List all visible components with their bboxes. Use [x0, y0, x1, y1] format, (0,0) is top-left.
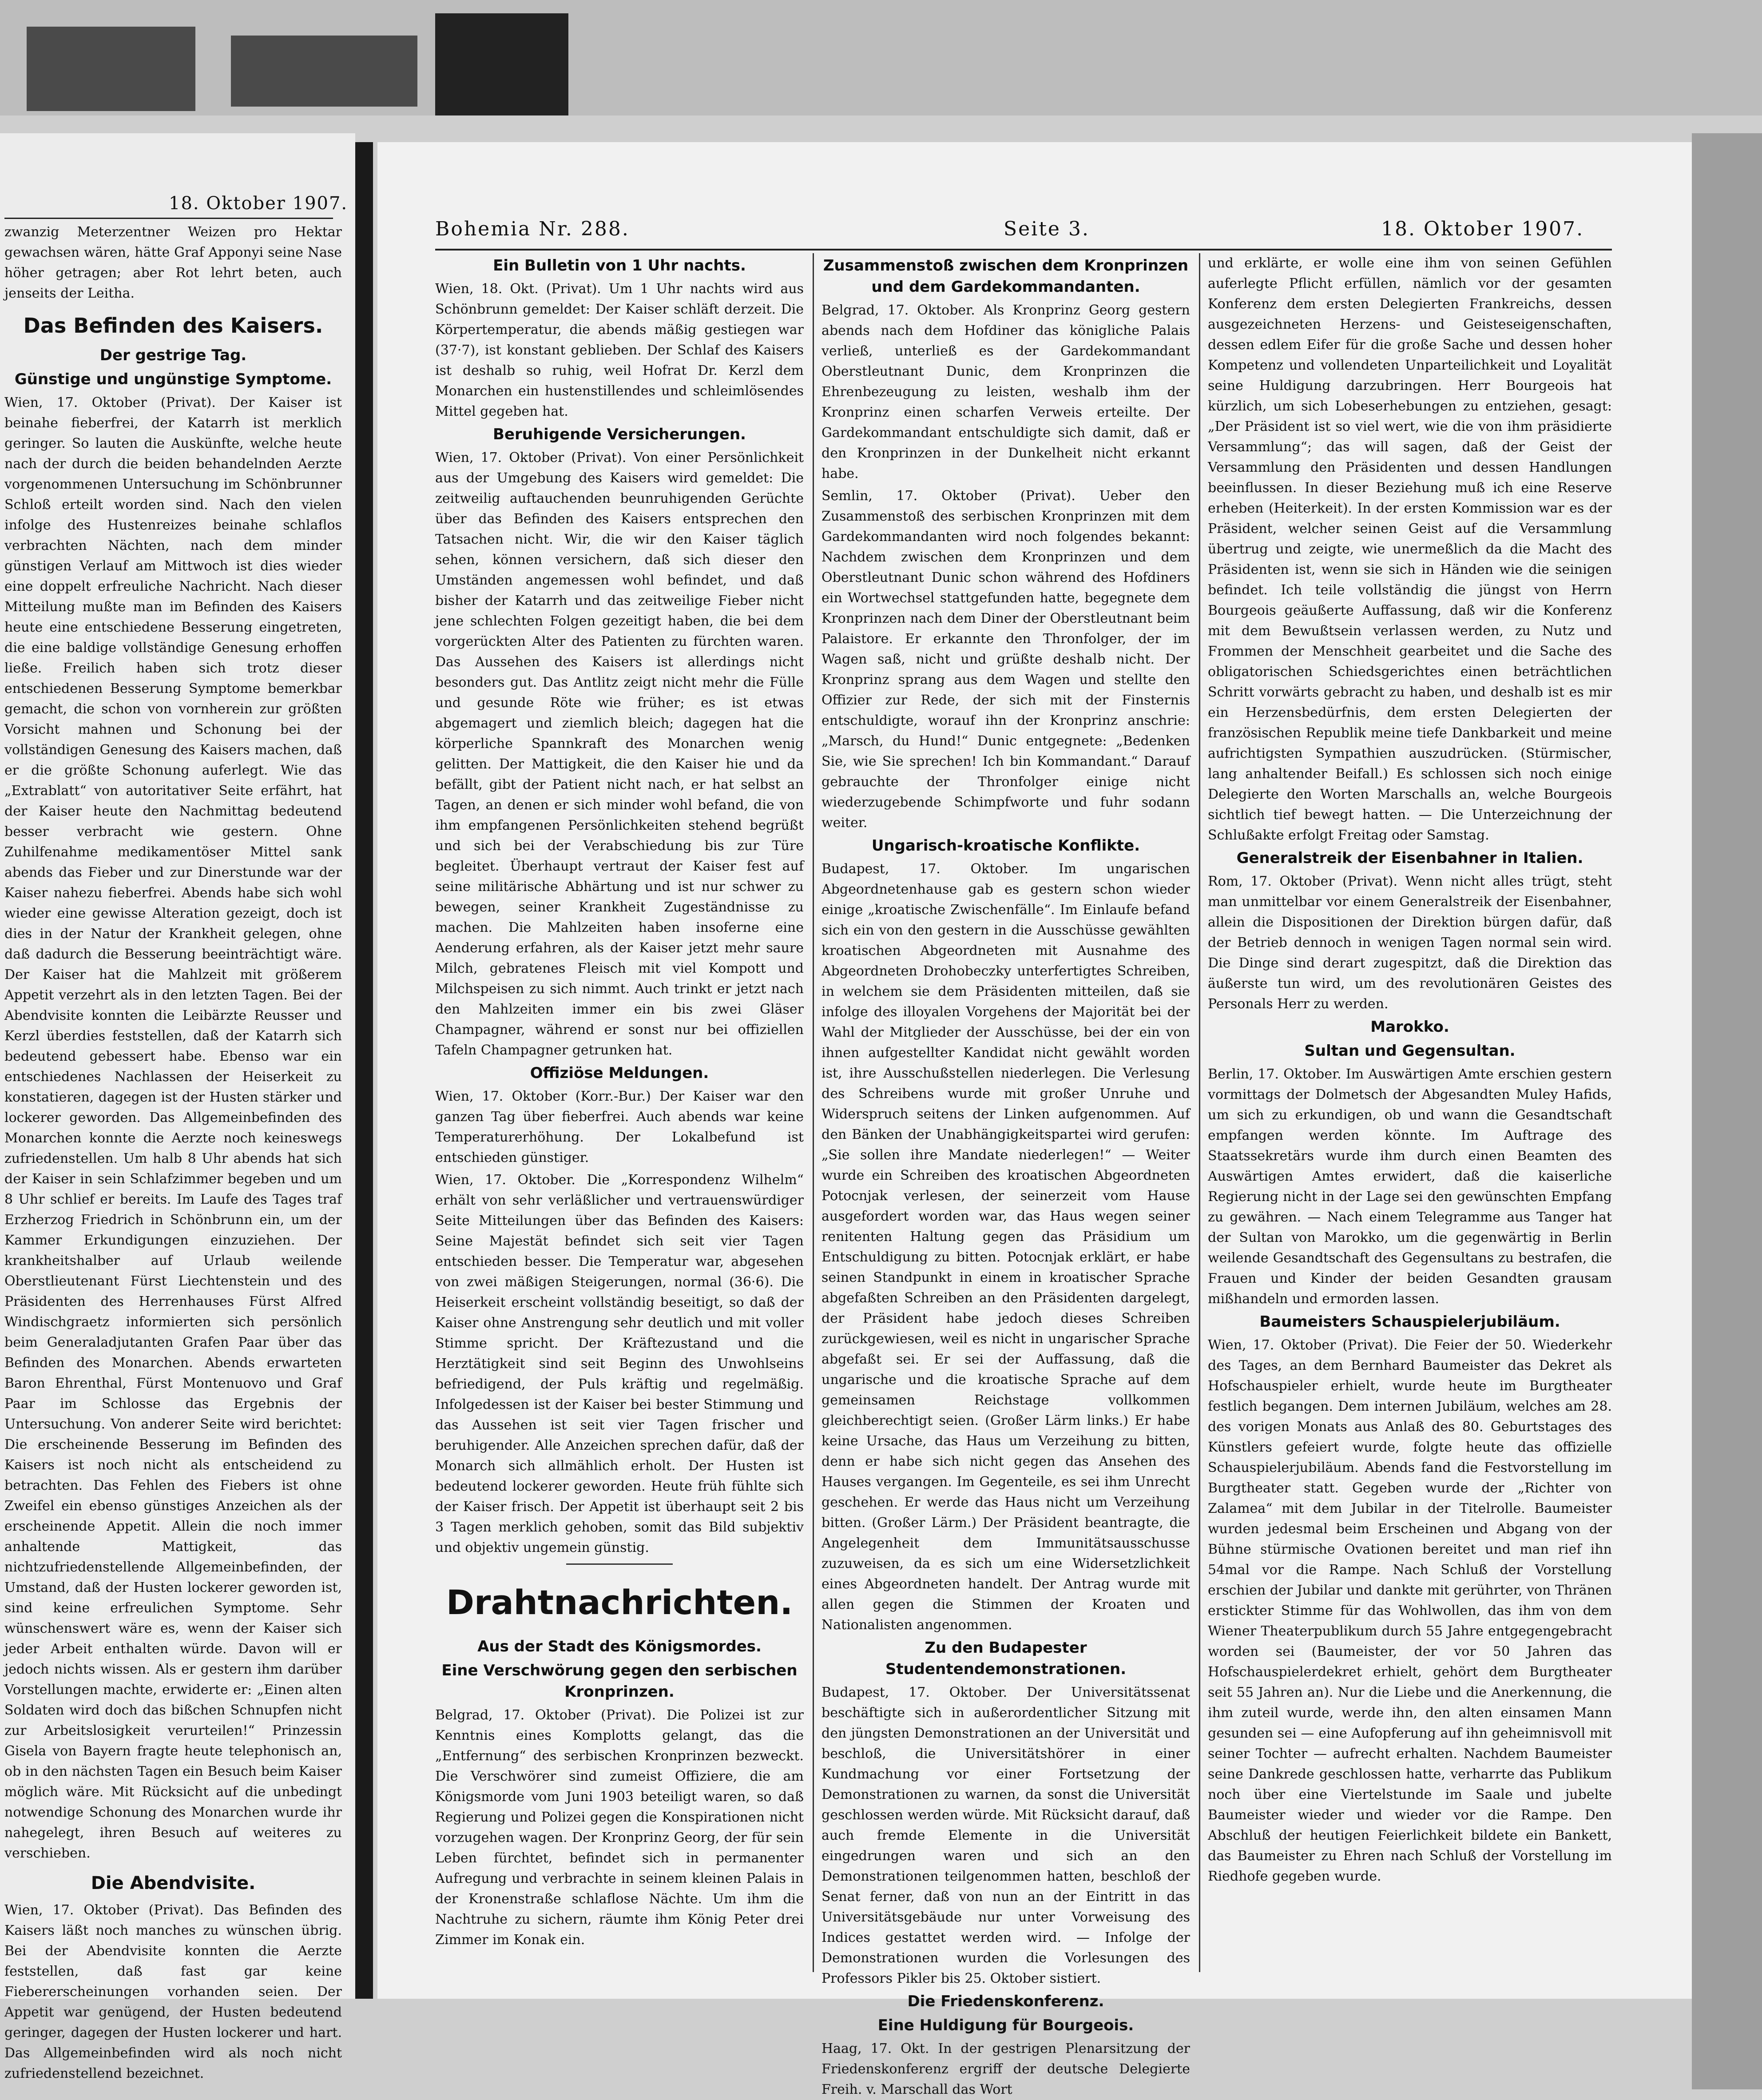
- left-section-body: Wien, 17. Oktober (Privat). Das Befinden des Kaisers läßt noch manches zu wünschen übrig. Bei der Abendvisite konnten die Aerzte feststellen, daß fast gar keine Fiebererscheinungen vorhanden seien. Der Appetit war genügend, der Husten bedeutend geringer, dagegen der Husten lockerer und hart. Das Allgemeinbefinden wird als noch nicht zufriedenstellend bezeichnet.: [4, 1902, 342, 2081]
- right-page-edge: [1692, 133, 1762, 2089]
- column-rule: [1199, 253, 1200, 1972]
- column-2: [821, 253, 1190, 2097]
- left-page-date: 18. Oktober 1907.: [169, 193, 348, 214]
- article-heading-konflikte: Ungarisch-kroatische Konflikte.: [871, 837, 1140, 855]
- left-intro-text: zwanzig Meterzentner Weizen pro Hektar gewachsen wären, hätte Graf Apponyi seine Nase höher getragen; aber Rot lehrt beten, auch jenseits der Leitha.: [4, 224, 342, 301]
- left-title: Das Befinden des Kaisers.: [23, 314, 323, 338]
- page-number: Seite 3.: [1004, 218, 1090, 240]
- book-spine: [355, 142, 373, 1999]
- article-subheading-huldigung: Eine Huldigung für Bourgeois.: [877, 2016, 1134, 2034]
- article-bulletin: Wien, 18. Okt. (Privat). Um 1 Uhr nachts wird aus Schönbrunn gemeldet: Der Kaiser schläft derzeit. Die Körpertemperatur, die abends mäßig gestiegen war (37·7), ist konstant geblieben. Der Schlaf des Kaisers ist deshalb so ruhig, weil Hofrat Dr. Kerzl dem Monarchen ein hustenstillendes und schleimlösendes Mittel gegeben hat.: [435, 281, 804, 419]
- article-heading-versicherungen: Beruhigende Versicherungen.: [493, 426, 746, 443]
- article-zusammenstoss-1: Belgrad, 17. Oktober. Als Kronprinz Georg gestern abends nach dem Hofdiner das königliche Palais verließ, unterließ es der Gardekommandant Oberstleutnant Dunic, dem Kronprinzen die Ehrenbezeugung zu leisten, weshalb ihm der Kronprinz einen scharfen Verweis erteilte. Der Gardekommandant entschuldigte sich damit, daß er den Kronprinzen in der Dunkelheit nicht erkannt habe.: [821, 302, 1190, 481]
- page-header: [435, 218, 1612, 244]
- article-heading-marokko: Marokko.: [1370, 1018, 1449, 1036]
- article-marokko: Berlin, 17. Oktober. Im Auswärtigen Amte erschien gestern vormittags der Dolmetsch der Abgesandten Muley Hafids, um sich zu erkundigen, ob und wann die Gesandtschaft empfangen werden könnte. Im Auftrage des Staatssekretärs wurde ihm durch einen Beamten des Auswärtigen Amtes erwidert, daß die kaiserliche Regierung nicht in der Lage sei den gewünschten Empfang zu gewähren. — Nach einem Telegramme aus Tanger hat der Sultan von Marokko, um die gegenwärtig in Berlin weilende Gesandtschaft des Gegensultans zu bestrafen, die Frauen und Kinder der beiden Gesandten grausam mißhandeln und ermorden lassen.: [1208, 1066, 1612, 1307]
- scan-blot: [27, 27, 195, 111]
- left-header-rule: [4, 218, 333, 219]
- header-rule: [435, 249, 1612, 251]
- column-rule: [813, 253, 814, 1972]
- article-versicherungen: Wien, 17. Oktober (Privat). Von einer Persönlichkeit aus der Umgebung des Kaisers wird gemeldet: Die zeitweilig auftauchenden beunruhigenden Gerüchte über das Befinden des Kaisers entsprechen den Tatsachen nicht. Wir, die wir den Kaiser täglich sehen, können versichern, daß sich dieser den Umständen angemessen wohl befindet, und daß bisher der Katarrh und das zeitweilige Fieber nicht jene schlechten Folgen gezeitigt haben, die bei dem vorgerückten Alter des Patienten zu fürchten waren. Das Aussehen des Kaisers ist allerdings nicht besonders gut. Das Antlitz zeigt nicht mehr die Fülle und gesunde Röte wie früher; es ist etwas abgemagert und ziemlich bleich; dagegen hat die körperliche Spannkraft des Monarchen wenig gelitten. Der Mattigkeit, die den Kaiser hie und da befällt, gibt der Patient nicht nach, er hat selbst an Tagen, an denen er sich minder wohl befand, die von ihm empfangenen Persönlichkeiten stehend begrüßt und sich bei der Verabschiedung bis zur Türe begleitet. Überhaupt vertraut der Kaiser fest auf seine militärische Abhärtung und ist nur schwer zu bewegen, seiner Krankheit Zugeständnisse zu machen. Die Mahlzeiten haben insoferne eine Aenderung erfahren, als der Kaiser jetzt mehr saure Milch, gebratenes Fleisch mit viel Kompott und Milchspeisen zu sich nimmt. Auch trinkt er jetzt nach den Mahlzeiten immer ein bis zwei Gläser Champagner, während er sonst nur bei offiziellen Tafeln Champagner getrunken hat.: [435, 450, 804, 1058]
- header-date: 18. Oktober 1907.: [1381, 218, 1584, 240]
- left-section-heading: Die Abendvisite.: [91, 1873, 256, 1893]
- column-1: [435, 253, 804, 1977]
- section-divider: [566, 1563, 673, 1565]
- right-page: [377, 142, 1692, 2097]
- scan-blot: [231, 36, 417, 107]
- article-heading-studenten: Zu den Budapester Studentendemonstrationen.: [885, 1639, 1127, 1678]
- article-subheading-verschwoerung: Eine Verschwörung gegen den serbischen Kronprinzen.: [441, 1662, 798, 1701]
- scan-blot: [435, 13, 568, 115]
- article-friedenskonferenz: Haag, 17. Okt. In der gestrigen Plenarsitzung der Friedenskonferenz ergriff der deutsche Delegierte Freih. v. Marschall das Wort: [821, 2041, 1190, 2097]
- left-page-column: [4, 222, 342, 2081]
- article-offizioese-1: Wien, 17. Oktober (Korr.-Bur.) Der Kaiser war den ganzen Tag über fieberfrei. Auch abends war keine Temperaturerhöhung. Der Lokalbefund ist entschieden günstiger.: [435, 1089, 804, 1165]
- article-friedenskonferenz-cont: und erklärte, er wolle eine ihm von seinen Gefühlen auferlegte Pflicht erfüllen, nämlich vor der gesamten Konferenz dem ersten Delegierten Frankreichs, dessen ausgezeichneten Herzens- und Geisteseigenschaften, dessen edlem Eifer für die große Sache und dessen hoher Kompetenz und vollendeten Unparteilichkeit und Loyalität seine Huldigung darzubringen. Herr Bourgeois hat kürzlich, um sich Lobeserhebungen zu entziehen, gesagt: „Der Präsident ist so viel wert, wie die von ihm präsidierte Versammlung“; das will sagen, daß der Geist der Versammlung den Präsidenten und dessen Handlungen beeinflussen. In dieser Beziehung muß ich eine Reserve erheben (Heiterkeit). In der ersten Kommission war es der Präsident, welcher seinen Geist auf die Versammlung übertrug und zeigte, wie unermeßlich da die Macht des Präsidenten ist, wenn sie sich in Händen wie die seinigen befindet. Ich teile vollständig die jüngst von Herrn Bourgeois geäußerte Auffassung, daß wir die Konferenz mit dem Bewußtsein verlassen werden, zu Nutz und Frommen der Menschheit gearbeitet und die Sache des obligatorischen Schiedsgerichtes einen beträchtlichen Schritt vorwärts gebracht zu haben, und deshalb ist es mir ein Herzensbedürfnis, dem ersten Delegierten der französischen Republik meine tiefe Dankbarkeit und meine aufrichtigsten Sympathien auszudrücken. (Stürmischer, lang anhaltender Beifall.) Es schlossen sich noch einige Delegierte den Worten Marschalls an, welche Bourgeois sichtlich tief bewegt hatten. — Die Unterzeichnung der Schlußakte erfolgt Freitag oder Samstag.: [1208, 255, 1612, 843]
- column-3: [1208, 253, 1612, 1977]
- article-baumeister: Wien, 17. Oktober (Privat). Die Feier der 50. Wiederkehr des Tages, an dem Bernhard Baumeister das Dekret als Hofschauspieler erhielt, wurde heute im Burgtheater festlich begangen. Dem internen Jubiläum, welches am 28. des vorigen Monats aus Anlaß des 80. Geburtstages des Künstlers gefeiert wurde, folgte heute das offizielle Schauspielerjubiläum. Abends fand die Festvorstellung im Burgtheater statt. Gegeben wurde der „Richter von Zalamea“ mit dem Jubilar in der Titelrolle. Baumeister wurden jedesmal beim Erscheinen und Abgang von der Bühne stürmische Ovationen bereitet und man rief ihn 54mal vor die Rampe. Nach Schluß der Vorstellung erschien der Jubilar und dankte mit gerührter, von Thränen erstickter Stimme für das Wohlwollen, das ihm von dem Wiener Theaterpublikum durch 55 Jahre entgegengebracht worden sei (Baumeister, der vor 50 Jahren das Hofschauspielerdekret erhielt, gehört dem Burgtheater seit 55 Jahren an). Nur die Liebe und die Anerkennung, die ihm zuteil wurde, werde ihn, den alten einsamen Mann gesunden sei — eine Aufopferung auf ihn geheimnisvoll mit seiner Tochter — aufrecht erhalten. Nachdem Baumeister seine Dankrede geschlossen hatte, verharrte das Publikum noch über eine Viertelstunde im Saale und jubelte Baumeister wieder und wieder vor die Rampe. Den Abschluß der heutigen Feierlichkeit bildete ein Bankett, das Baumeister zu Ehren nach Schluß der Vorstellung im Riedhofe gegeben wurde.: [1208, 1337, 1612, 1884]
- article-heading-friedenskonferenz: Die Friedenskonferenz.: [907, 1993, 1104, 2010]
- article-konflikte: Budapest, 17. Oktober. Im ungarischen Abgeordnetenhause gab es gestern schon wieder einige „kroatische Zwischenfälle“. Im Einlaufe befand sich ein von den gestern in die Ausschüsse gewählten kroatischen Abgeordneten mit Ausnahme des Abgeordneten Drohobeczky unterfertigtes Schreiben, in welchem sie dem Präsidenten mitteilen, daß sie infolge des illoyalen Vorgehens der Majorität bei der Wahl der Mitglieder der Ausschüsse, bei der ein von ihnen aufgestellter Kandidat nicht gewählt worden ist, ihre Ausschußstellen niederlegen. Die Verlesung des Schreibens wurde mit großer Unruhe und Widerspruch seitens der Linken aufgenommen. Auf den Bänken der Unabhängigkeitspartei wird gerufen: „Sie sollen ihre Mandate niederlegen!“ — Weiter wurde ein Schreiben des kroatischen Abgeordneten Potocnjak verlesen, der seinerzeit vom Hause ausgefordert worden war, das Haus wegen seiner renitenten Haltung gegen das Präsidium um Entschuldigung zu bitten. Potocnjak erklärt, er habe seinen Standpunkt in einem in kroatischer Sprache abgefaßten Schreiben an den Präsidenten dargelegt, der Präsident habe jedoch dieses Schreiben zurückgewiesen, weil es nicht in ungarischer Sprache abgefaßt sei. Er sei der Auffassung, daß die ungarische und die kroatische Sprache auf dem gemeinsamen Reichstage vollkommen gleichberechtigt seien. (Großer Lärm links.) Er habe keine Ursache, das Haus um Verzeihung zu bitten, denn er habe sich nicht gegen das Ansehen des Hauses vergangen. Im Gegenteile, es sei ihm Unrecht geschehen. Er werde das Haus nicht um Verzeihung bitten. (Großer Lärm.) Der Präsident beantragte, die Angelegenheit dem Immunitätsausschusse zuzuweisen, da es sich um eine Widersetzlichkeit eines Abgeordneten handelt. Der Antrag wurde mit allen gegen die Stimmen der Kroaten und Nationalisten angenommen.: [821, 861, 1190, 1633]
- article-generalstreik: Rom, 17. Oktober (Privat). Wenn nicht alles trügt, steht man unmittelbar vor einem Generalstreik der Eisenbahner, allein die Dispositionen der Direktion bürgen dafür, daß der Betrieb dennoch in wenigen Tagen normal sein wird. Die Dinge sind derart zugespitzt, daß die Direktion das äußerste tun wird, um des revolutionären Geistes des Personals Herr zu werden.: [1208, 874, 1612, 1012]
- article-heading-offizioese: Offiziöse Meldungen.: [530, 1064, 709, 1082]
- article-heading-zusammenstoss: Zusammenstoß zwischen dem Kronprinzen und dem Gardekommandanten.: [823, 257, 1189, 296]
- article-heading-generalstreik: Generalstreik der Eisenbahner in Italien.: [1236, 849, 1583, 867]
- article-heading-koenigsmord: Aus der Stadt des Königsmordes.: [477, 1638, 762, 1655]
- left-page: [0, 133, 355, 2081]
- article-heading-baumeister: Baumeisters Schauspielerjubiläum.: [1259, 1313, 1560, 1331]
- article-heading-bulletin: Ein Bulletin von 1 Uhr nachts.: [493, 257, 746, 274]
- section-heading-drahtnachrichten: Drahtnachrichten.: [446, 1583, 793, 1622]
- article-studenten: Budapest, 17. Oktober. Der Universitätssenat beschäftigte sich in außerordentlicher Sitzung mit den jüngsten Demonstrationen an der Universität und beschloß, die Universitätshörer in einer Kundmachung vor einer Fortsetzung der Demonstrationen zu warnen, da sonst die Universität geschlossen werden würde. Mit Rücksicht darauf, daß auch fremde Elemente in die Universität eingedrungen waren und sich an den Demonstrationen teilgenommen hatten, beschloß der Senat ferner, daß von nun an der Eintritt in das Universitätsgebäude nur unter Vorweisung des Indices gestattet werden wird. — Infolge der Demonstrationen wurden die Vorlesungen des Professors Pikler bis 25. Oktober sistiert.: [821, 1685, 1190, 1986]
- left-subtitle-2: Günstige und ungünstige Symptome.: [14, 370, 332, 388]
- left-body: Wien, 17. Oktober (Privat). Der Kaiser ist beinahe fieberfrei, der Katarrh ist merklich geringer. So lauten die Auskünfte, welche heute nach der durch die beiden behandelnden Aerzte vorgenommenen Untersuchung im Schönbrunner Schloß erteilt worden sind. Nach den vielen infolge des Hustenreizes beinahe schlaflos verbrachten Nächten, nach dem minder günstigen Verlauf am Mittwoch ist dies wieder eine doppelt erfreuliche Nachricht. Nach dieser Mitteilung mußte man im Befinden des Kaisers heute eine entschiedene Besserung eingetreten, die eine baldige vollständige Genesung erhoffen ließe. Freilich haben sich trotz dieser entschiedenen Besserung Symptome bemerkbar gemacht, die schon von vornherein zur größten Vorsicht mahnen und Schonung bei der vollständigen Genesung des Kaisers machen, daß er die größte Schonung auferlegt. Wie das „Extrablatt“ von autoritativer Seite erfährt, hat der Kaiser heute den Nachmittag bedeutend besser verbracht wie gestern. Ohne Zuhilfenahme medikamentöser Mittel sank abends das Fieber und zur Dinerstunde war der Kaiser nahezu fieberfrei. Abends habe sich wohl wieder eine gewisse Alteration gezeigt, doch ist dies in der Natur der Krankheit gelegen, ohne daß dadurch die Besserung beeinträchtigt wäre. Der Kaiser hat die Mahlzeit mit größerem Appetit verzehrt als in den letzten Tagen. Bei der Abendvisite konnten die Leibärzte Reusser und Kerzl überdies feststellen, daß der Katarrh sich bedeutend gebessert habe. Ebenso war ein entschiedenes Nachlassen der Heiserkeit zu konstatieren, dagegen ist der Husten stärker und lockerer geworden. Das Allgemeinbefinden des Monarchen konnte die Aerzte noch keineswegs zufriedenstellen. Um halb 8 Uhr abends hat sich der Kaiser in sein Schlafzimmer begeben und um 8 Uhr schlief er bereits. Im Laufe des Tages traf Erzherzog Friedrich in Schönbrunn ein, um der Kammer Erkundigungen einzuziehen. Der krankheitshalber auf Urlaub weilende Oberstlieutenant Fürst Liechtenstein und des Präsidenten des Herrenhauses Fürst Alfred Windischgraetz informierten sich persönlich beim Generaladjutanten Grafen Paar über das Befinden des Monarchen. Abends erwarteten Baron Ehrenthal, Fürst Montenuovo und Graf Paar im Schlosse das Ergebnis der Untersuchung. Von anderer Seite wird berichtet: Die erscheinende Besserung im Befinden des Kaisers ist noch nicht als entscheidend zu betrachten. Das Fehlen des Fiebers ist ohne Zweifel ein ebenso günstiges Anzeichen als der erscheinende Appetit. Allein die noch immer anhaltende Mattigkeit, das nichtzufriedenstellende Allgemeinbefinden, der Umstand, daß der Husten lockerer geworden ist, sind keine erfreulichen Symptome. Sehr wünschenswert wäre es, wenn der Kaiser sich jeder Arbeit enthalten würde. Davon will er jedoch nichts wissen. Als er gestern ihm darüber Vorstellungen machte, erwiderte er: „Einen alten Soldaten wird doch das bißchen Schnupfen nicht zur Arbeitslosigkeit verurteilen!“ Prinzessin Gisela von Bayern fragte heute telephonisch an, ob in den nächsten Tagen ein Besuch beim Kaiser möglich wäre. Mit Rücksicht auf die unbedingt notwendige Schonung des Monarchen wurde ihr nahegelegt, ihren Besuch auf weiteres zu verschieben.: [4, 395, 342, 1861]
- article-verschwoerung: Belgrad, 17. Oktober (Privat). Die Polizei ist zur Kenntnis eines Komplotts gelangt, das die „Entfernung“ des serbischen Kronprinzen bezweckt. Die Verschwörer sind zumeist Offiziere, die am Königsmorde vom Juni 1903 beteiligt waren, so daß Regierung und Polizei gegen die Konspirationen nicht vorzugehen wagen. Der Kronprinz Georg, der für sein Leben fürchtet, befindet sich in permanenter Aufregung und verbrachte in seinem kleinen Palais in der Kronenstraße schlaflose Nächte. Um ihm die Nachtruhe zu sichern, räumte ihm König Peter drei Zimmer im Konak ein.: [435, 1707, 804, 1948]
- article-subheading-sultan: Sultan und Gegensultan.: [1304, 1042, 1516, 1060]
- left-subtitle: Der gestrige Tag.: [99, 346, 247, 364]
- article-zusammenstoss-2: Semlin, 17. Oktober (Privat). Ueber den Zusammenstoß des serbischen Kronprinzen mit dem Gardekommandanten wird noch folgendes bekannt: Nachdem zwischen dem Kronprinzen und dem Oberstleutnant Dunic schon während des Hofdiners ein Wortwechsel stattgefunden hatte, begegnete dem Kronprinzen nach dem Diner der Oberstleutnant beim Palaistore. Er erkannte den Thronfolger, der im Wagen saß, nicht und grüßte deshalb nicht. Der Kronprinz sprang aus dem Wagen und stellte den Offizier zur Rede, der sich mit der Finsternis entschuldigte, worauf ihn der Kronprinz anschrie: „Marsch, du Hund!“ Dunic entgegnete: „Bedenken Sie, wie Sie sprechen! Ich bin Kommandant.“ Darauf gebrauchte der Thronfolger einige nicht wiederzugebende Schimpfworte und fuhr sodann weiter.: [821, 488, 1190, 831]
- publication-name: Bohemia Nr. 288.: [435, 218, 630, 240]
- article-offizioese-2: Wien, 17. Oktober. Die „Korrespondenz Wilhelm“ erhält von sehr verläßlicher und vertrauenswürdiger Seite Mitteilungen über das Befinden des Kaisers: Seine Majestät befindet sich seit vier Tagen entschieden besser. Die Temperatur war, abgesehen von zwei mäßigen Steigerungen, normal (36·6). Die Heiserkeit erscheint vollständig beseitigt, so daß der Kaiser ohne Anstrengung sehr deutlich und mit voller Stimme spricht. Der Kräftezustand und die Herztätigkeit sind seit Beginn des Unwohlseins befriedigend, der Puls kräftig und regelmäßig. Infolgedessen ist der Kaiser bei bester Stimmung und das Aussehen ist seit vier Tagen frischer und beruhigender. Alle Anzeichen sprechen dafür, daß der Monarch sich allmählich erholt. Der Husten ist bedeutend lockerer geworden. Heute früh fühlte sich der Kaiser frisch. Der Appetit ist überhaupt seit 2 bis 3 Tagen merklich gehoben, somit das Bild subjektiv und objektiv ungemein günstig.: [435, 1172, 804, 1555]
